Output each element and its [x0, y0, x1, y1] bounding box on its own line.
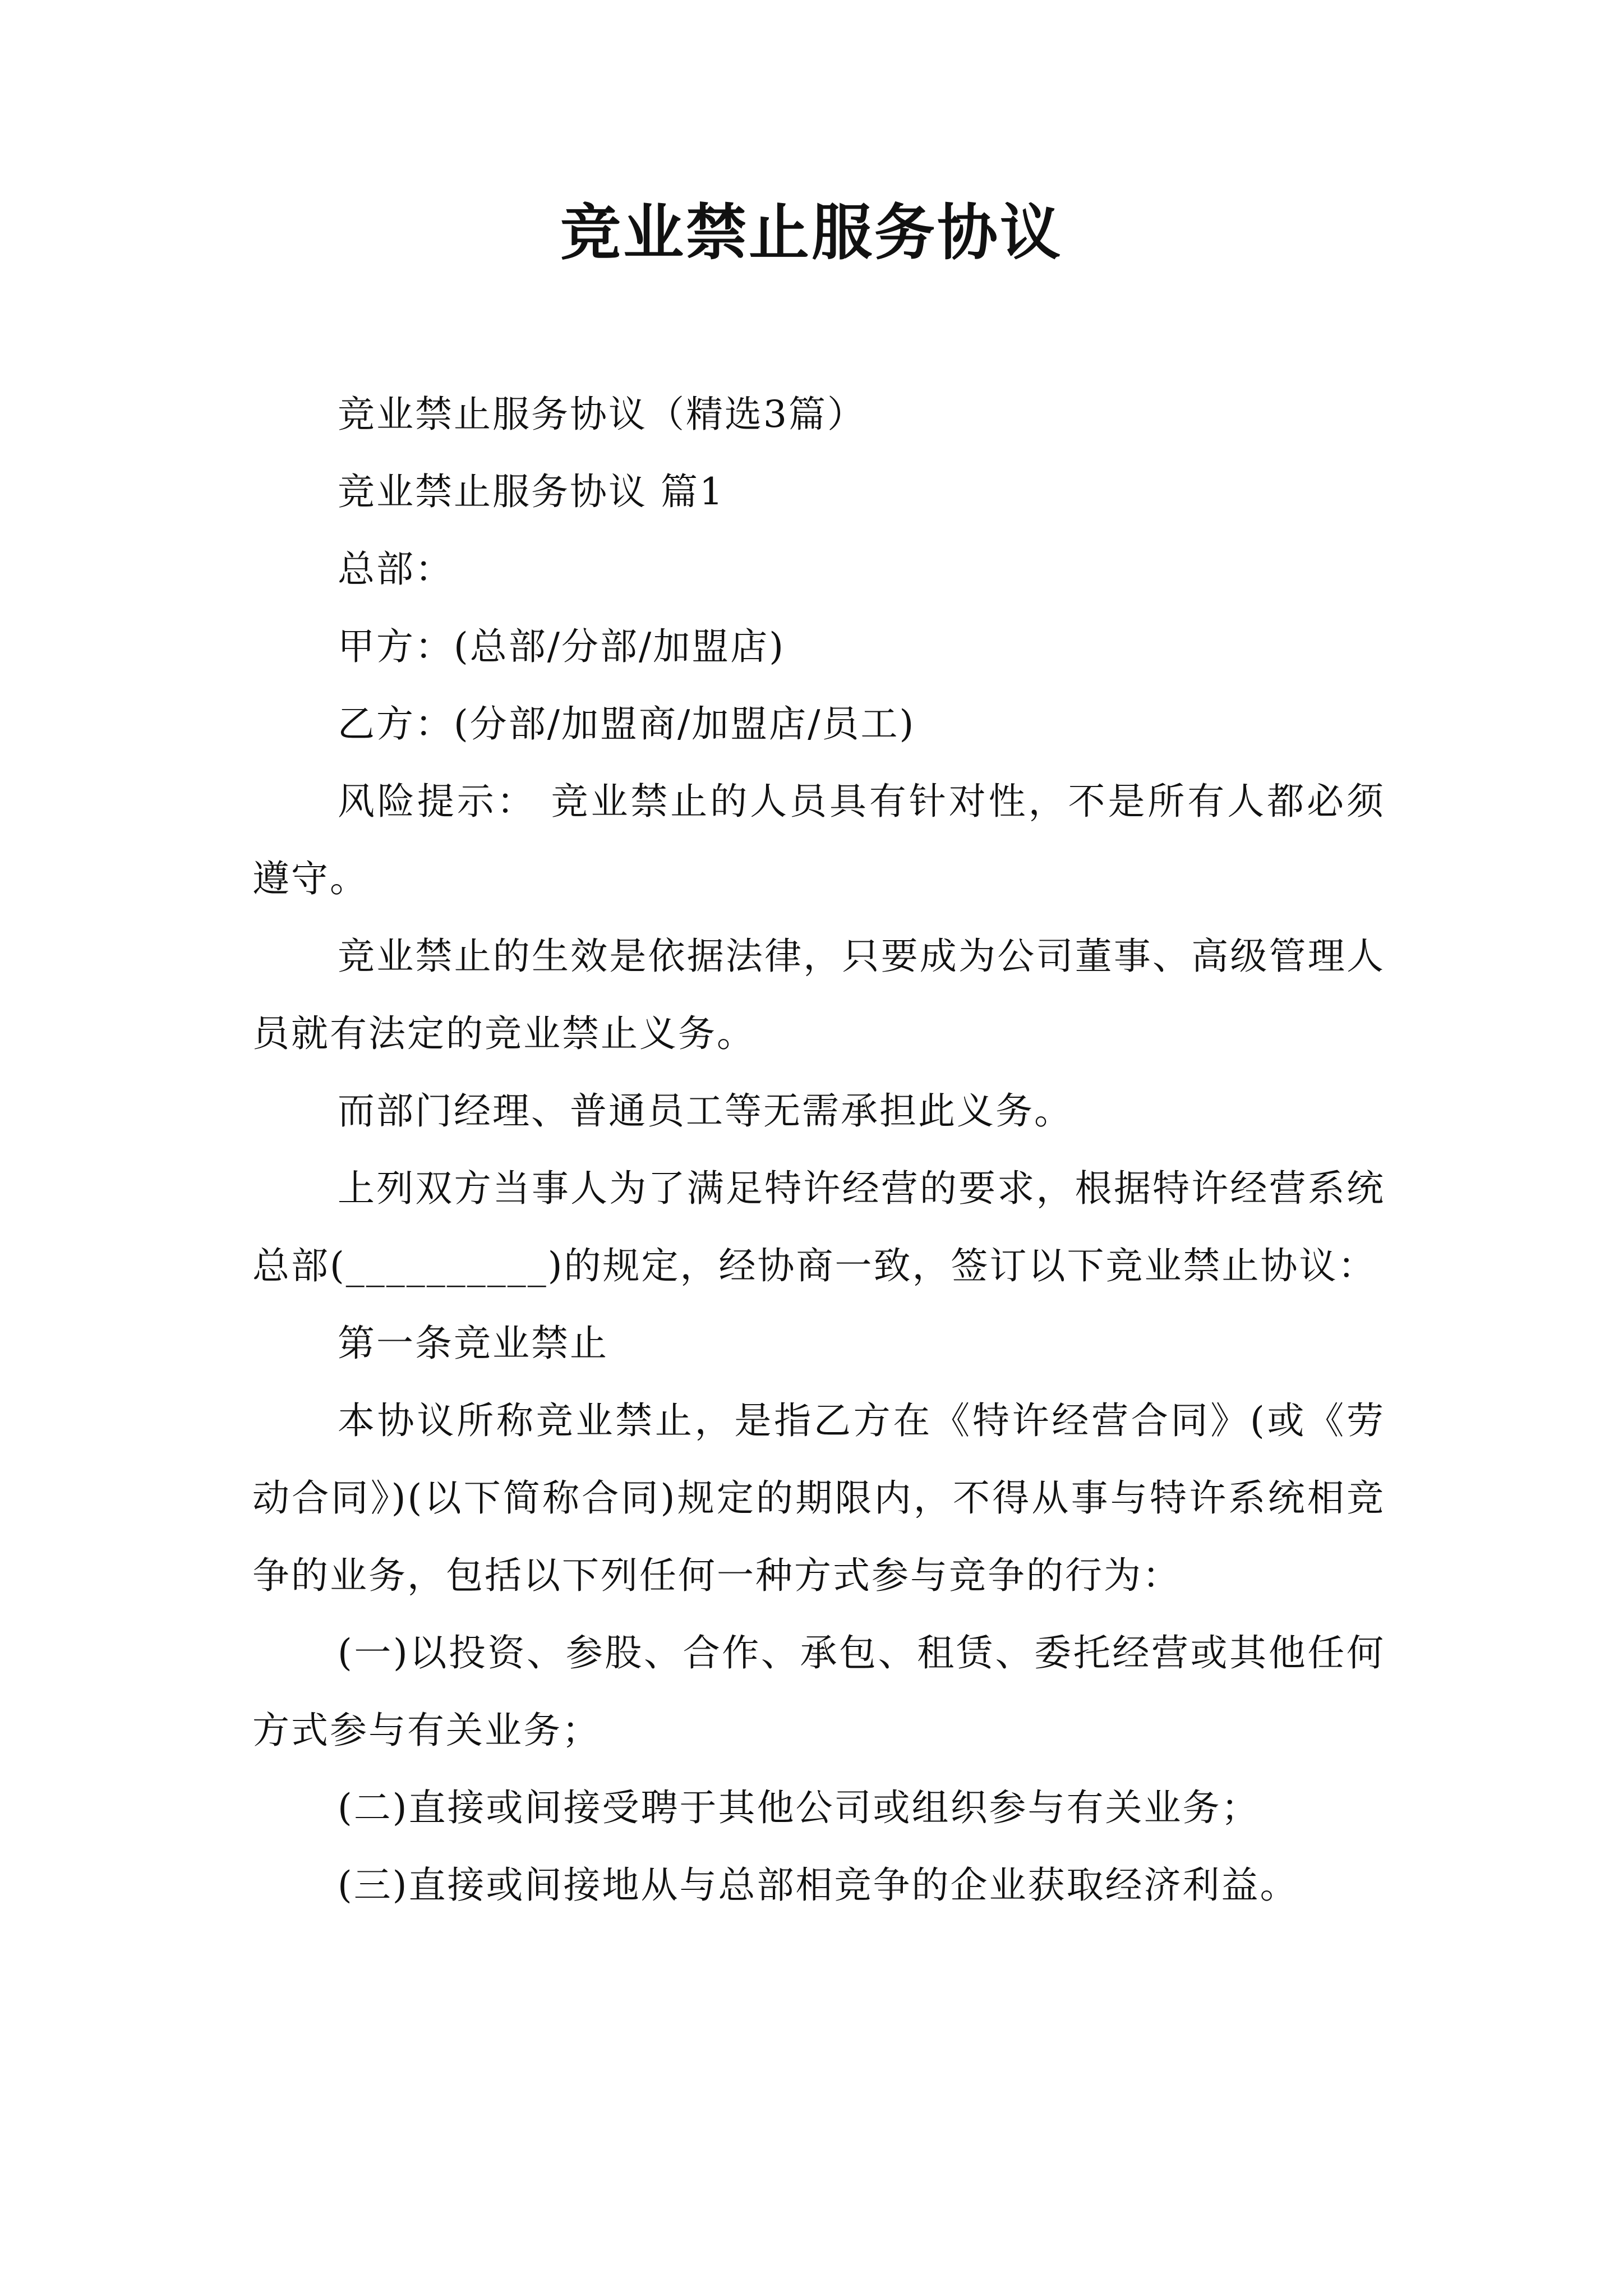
paragraph-subtitle: 竞业禁止服务协议（精选3篇）: [338, 393, 866, 436]
document-title: 竞业禁止服务协议: [560, 197, 1063, 268]
paragraph-legal-basis: 竞业禁止的生效是依据法律，只要成为公司董事、高级管理人员就有法定的竞业禁止义务。: [252, 935, 1385, 1055]
paragraph-exemption: 而部门经理、普通员工等无需承担此义务。: [338, 1089, 1073, 1133]
paragraph-clause-two: (二)直接或间接受聘于其他公司或组织参与有关业务；: [338, 1786, 1260, 1829]
paragraph-risk-notice: 风险提示： 竞业禁止的人员具有针对性，不是所有人都必须遵守。: [252, 780, 1385, 900]
paragraph-section-heading: 竞业禁止服务协议 篇1: [338, 470, 725, 513]
paragraph-clause-one: (一)以投资、参股、合作、承包、租赁、委托经营或其他任何方式参与有关业务；: [252, 1631, 1385, 1752]
paragraph-agreement-intro: 上列双方当事人为了满足特许经营的要求，根据特许经营系统总部(__________)的规定，经协商一致，签订以下竞业禁止协议：: [252, 1167, 1385, 1287]
paragraph-headquarters: 总部：: [338, 547, 454, 591]
document-body: [252, 376, 1385, 1924]
paragraph-article-one-definition: 本协议所称竞业禁止，是指乙方在《特许经营合同》(或《劳动合同》)(以下简称合同)规定的期限内，不得从事与特许系统相竞争的业务，包括以下列任何一种方式参与竞争的行为：: [252, 1399, 1385, 1597]
paragraph-party-b: 乙方：(分部/加盟商/加盟店/员工): [338, 702, 916, 746]
paragraph-party-a: 甲方：(总部/分部/加盟店): [338, 625, 785, 668]
paragraph-clause-three: (三)直接或间接地从与总部相竞争的企业获取经济利益。: [338, 1864, 1299, 1907]
paragraph-article-one-heading: 第一条竞业禁止: [338, 1322, 608, 1365]
